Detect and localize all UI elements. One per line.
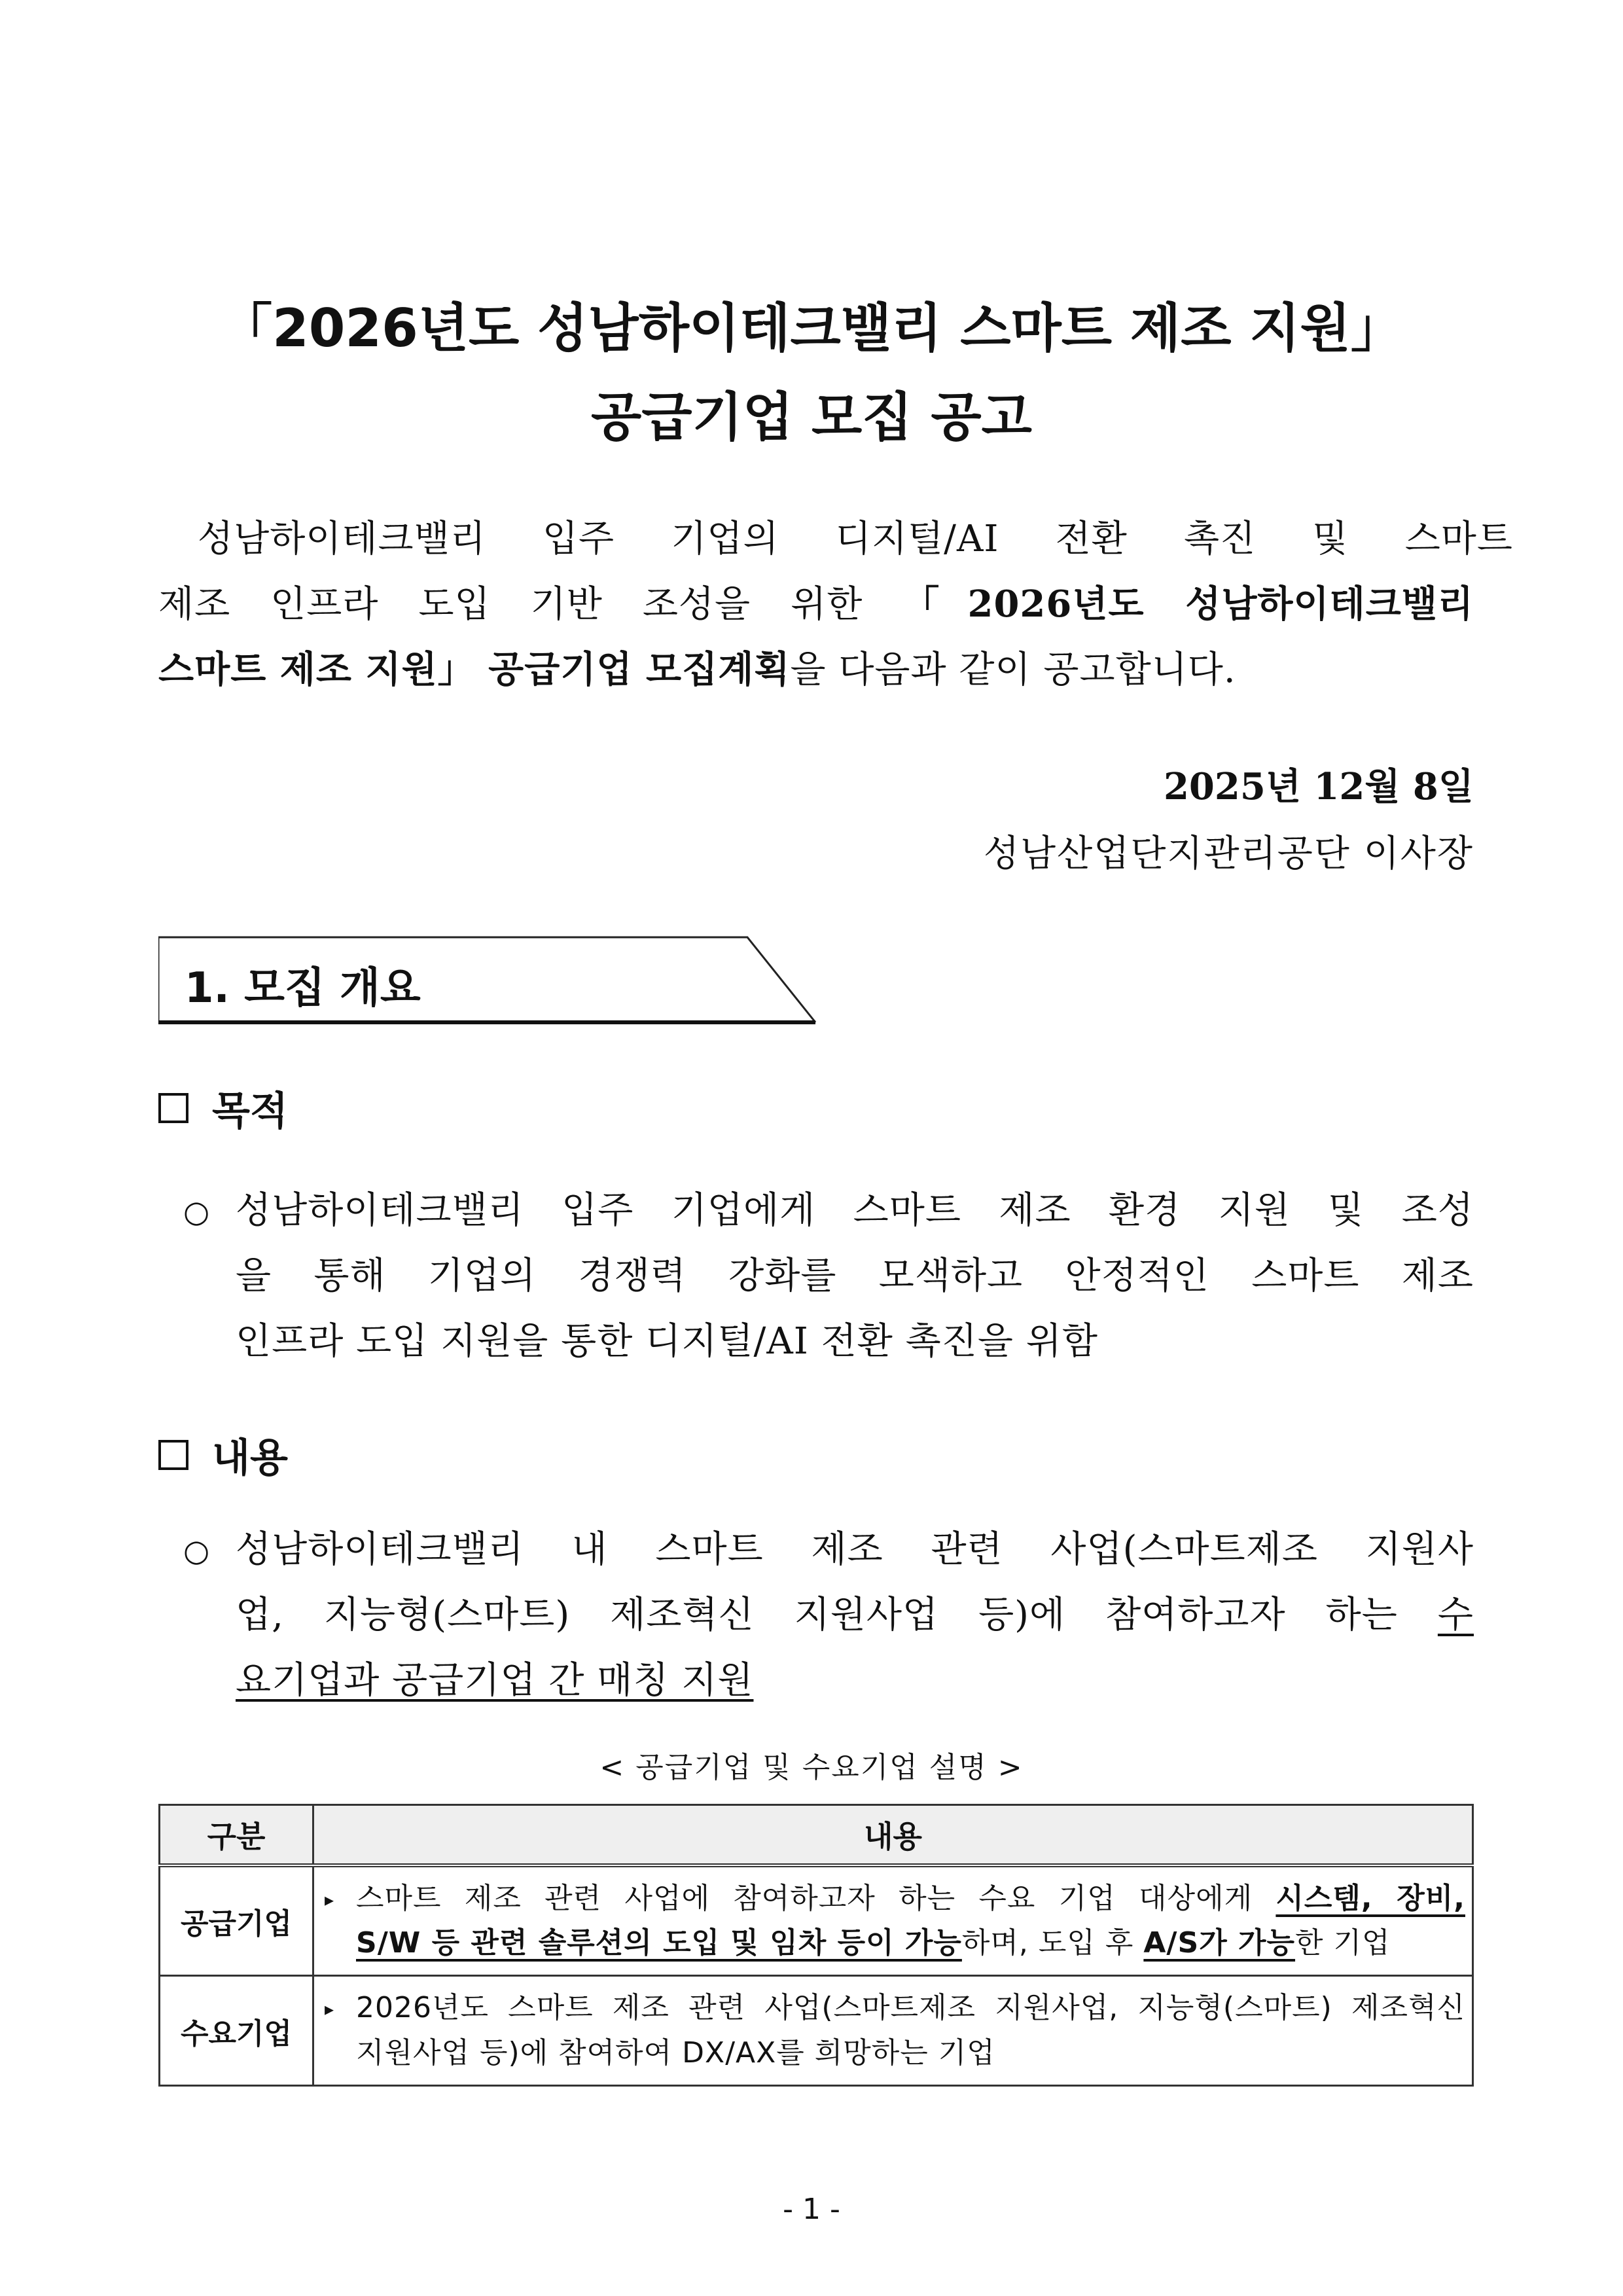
checkbox-square-icon: [158, 1093, 188, 1123]
circle-bullet-icon: ○: [183, 1533, 210, 1568]
supplier-demand-table: [158, 1804, 1474, 2087]
section-title: 1. 모집 개요: [185, 964, 421, 1013]
document-title-line1: 「2026년도 성남하이테크밸리 스마트 제조 지원」: [220, 298, 1403, 359]
page-number: - 1 -: [783, 2193, 840, 2226]
content-line: 업, 지능형(스마트) 제조혁신 지원사업 등)에 참여하고자 하는 수: [236, 1594, 1474, 1636]
row-description: ▸ 2026년도 스마트 제조 관련 사업(스마트제조 지원사업, 지능형(스마트) 제조혁신 지원사업 등)에 참여하여 DX/AX를 희망하는 기업: [313, 1976, 1473, 2085]
purpose-line: 인프라 도입 지원을 통한 디지털/AI 전환 촉진을 위함: [236, 1320, 1098, 1363]
section-header: [158, 935, 819, 1026]
content-line: 요기업과 공급기업 간 매칭 지원: [236, 1659, 754, 1702]
table-row: [160, 1865, 1473, 1976]
intro-line1: 성남하이테크밸리 입주 기업의 디지털/AI 전환 촉진 및 스마트: [198, 518, 1513, 560]
purpose-heading: 목적: [158, 1080, 288, 1136]
table-header-row: [160, 1805, 1473, 1866]
intro-line2: 제조 인프라 도입 기반 조성을 위한 「2026년도 성남하이테크밸리: [158, 583, 1474, 626]
intro-line3: 스마트 제조 지원」 공급기업 모집계획을 다음과 같이 공고합니다.: [158, 648, 1236, 691]
content-line: 성남하이테크밸리 내 스마트 제조 관련 사업(스마트제조 지원사: [236, 1528, 1474, 1571]
content-heading: 내용: [158, 1427, 288, 1483]
table-caption: < 공급기업 및 수요기업 설명 >: [599, 1751, 1024, 1784]
purpose-line: 성남하이테크밸리 입주 기업에게 스마트 제조 환경 지원 및 조성: [236, 1189, 1474, 1232]
column-header-category: 구분: [160, 1805, 313, 1866]
circle-bullet-icon: ○: [183, 1194, 210, 1229]
triangle-bullet-icon: ▸: [325, 1889, 334, 1910]
document-title-line2: 공급기업 모집 공고: [591, 387, 1032, 448]
table-row: [160, 1976, 1473, 2085]
purpose-line: 을 통해 기업의 경쟁력 강화를 모색하고 안정적인 스마트 제조: [236, 1255, 1474, 1297]
row-category: 공급기업: [160, 1865, 313, 1976]
row-category: 수요기업: [160, 1976, 313, 2085]
column-header-content: 내용: [313, 1805, 1473, 1866]
row-description: ▸ 스마트 제조 관련 사업에 참여하고자 하는 수요 기업 대상에게 시스템, 장비, S/W 등 관련 솔루션의 도입 및 임차 등이 가능하며, 도입 후 A/S가 가능한 기업: [313, 1865, 1473, 1976]
signer: 성남산업단지관리공단 이사장: [983, 833, 1474, 875]
announcement-date: 2025년 12월 8일: [1163, 765, 1474, 808]
checkbox-square-icon: [158, 1440, 188, 1470]
triangle-bullet-icon: ▸: [325, 1998, 334, 2020]
